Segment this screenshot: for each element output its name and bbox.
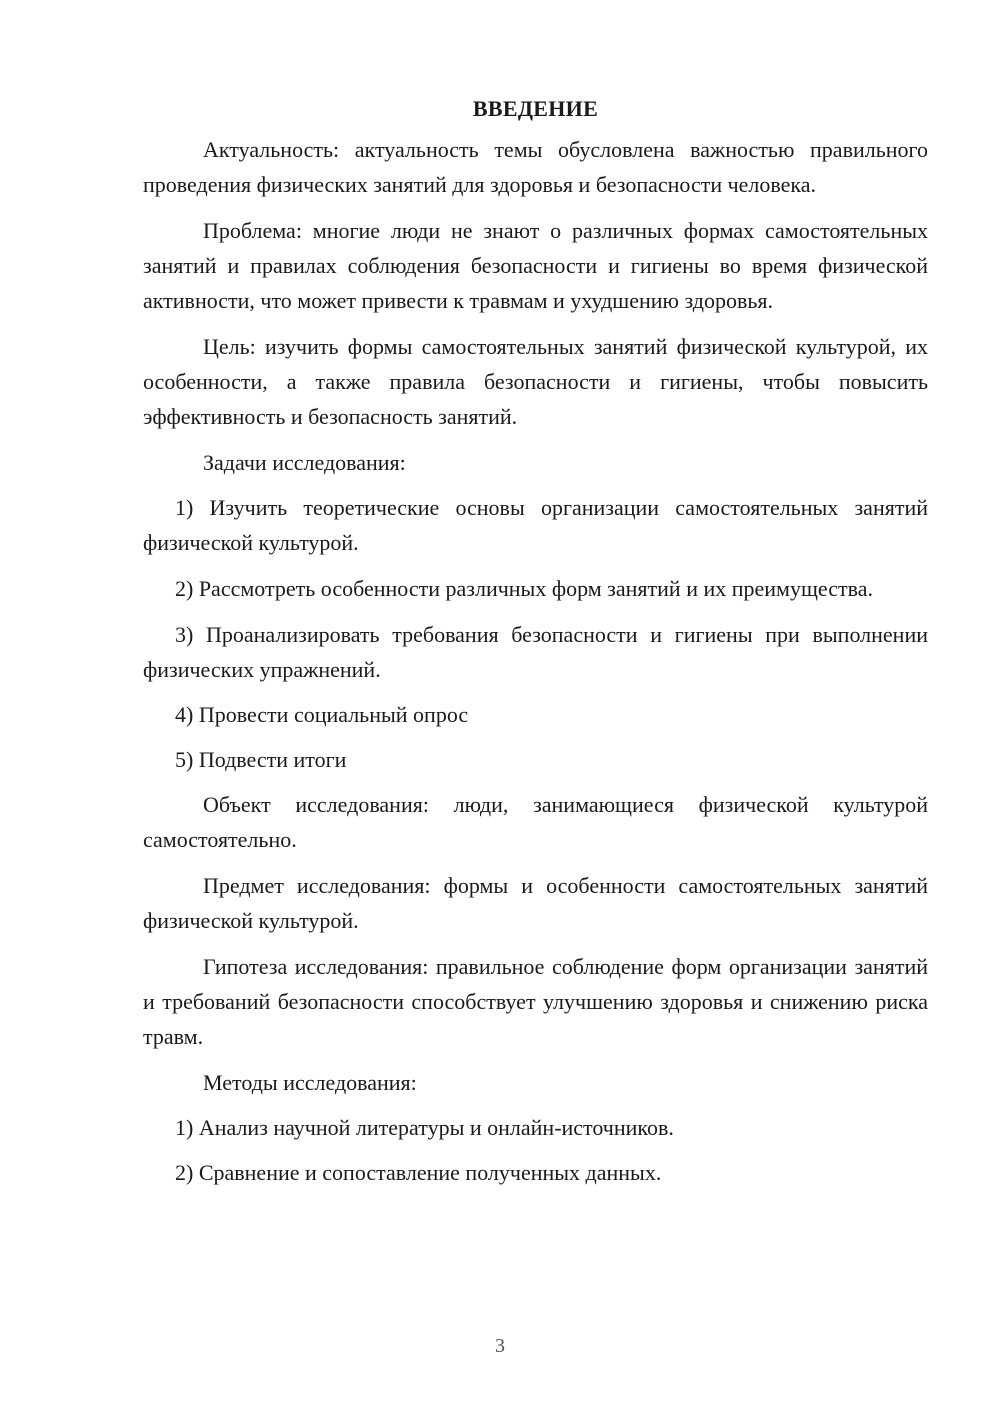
method-item-1: 1) Анализ научной литературы и онлайн-источников. xyxy=(175,1115,674,1140)
task-item-3: 3) Проанализировать требования безопасности и гигиены при выполнении физических упражнений. xyxy=(143,622,928,682)
paragraph-relevance: Актуальность: актуальность темы обусловлена важностью правильного проведения физических занятий для здоровья и безопасности человека. xyxy=(143,137,928,197)
task-item-1: 1) Изучить теоретические основы организации самостоятельных занятий физической культурой. xyxy=(143,495,928,555)
section-title: ВВЕДЕНИЕ xyxy=(472,96,599,121)
task-item-5: 5) Подвести итоги xyxy=(175,747,347,772)
document-page xyxy=(143,92,928,1190)
paragraph-goal: Цель: изучить формы самостоятельных занятий физической культурой, их особенности, а также правила безопасности и гигиены, чтобы повысить эффективность и безопасность занятий. xyxy=(143,334,928,429)
task-item-2: 2) Рассмотреть особенности различных форм занятий и их преимущества. xyxy=(175,576,873,601)
method-item-2: 2) Сравнение и сопоставление полученных данных. xyxy=(175,1160,662,1185)
paragraph-subject: Предмет исследования: формы и особенности самостоятельных занятий физической культурой. xyxy=(143,873,928,933)
paragraph-object: Объект исследования: люди, занимающиеся физической культурой самостоятельно. xyxy=(143,792,928,852)
task-item-4: 4) Провести социальный опрос xyxy=(175,702,469,727)
paragraph-problem: Проблема: многие люди не знают о различных формах самостоятельных занятий и правилах соблюдения безопасности и гигиены во время физической активности, что может привести к травмам и ухудшению здоровья. xyxy=(143,218,928,313)
paragraph-tasks-heading: Задачи исследования: xyxy=(203,450,406,475)
paragraph-methods-heading: Методы исследования: xyxy=(203,1070,417,1095)
paragraph-hypothesis: Гипотеза исследования: правильное соблюдение форм организации занятий и требований безопасности способствует улучшению здоровья и снижению риска травм. xyxy=(143,954,928,1049)
page-number: 3 xyxy=(495,1335,505,1357)
